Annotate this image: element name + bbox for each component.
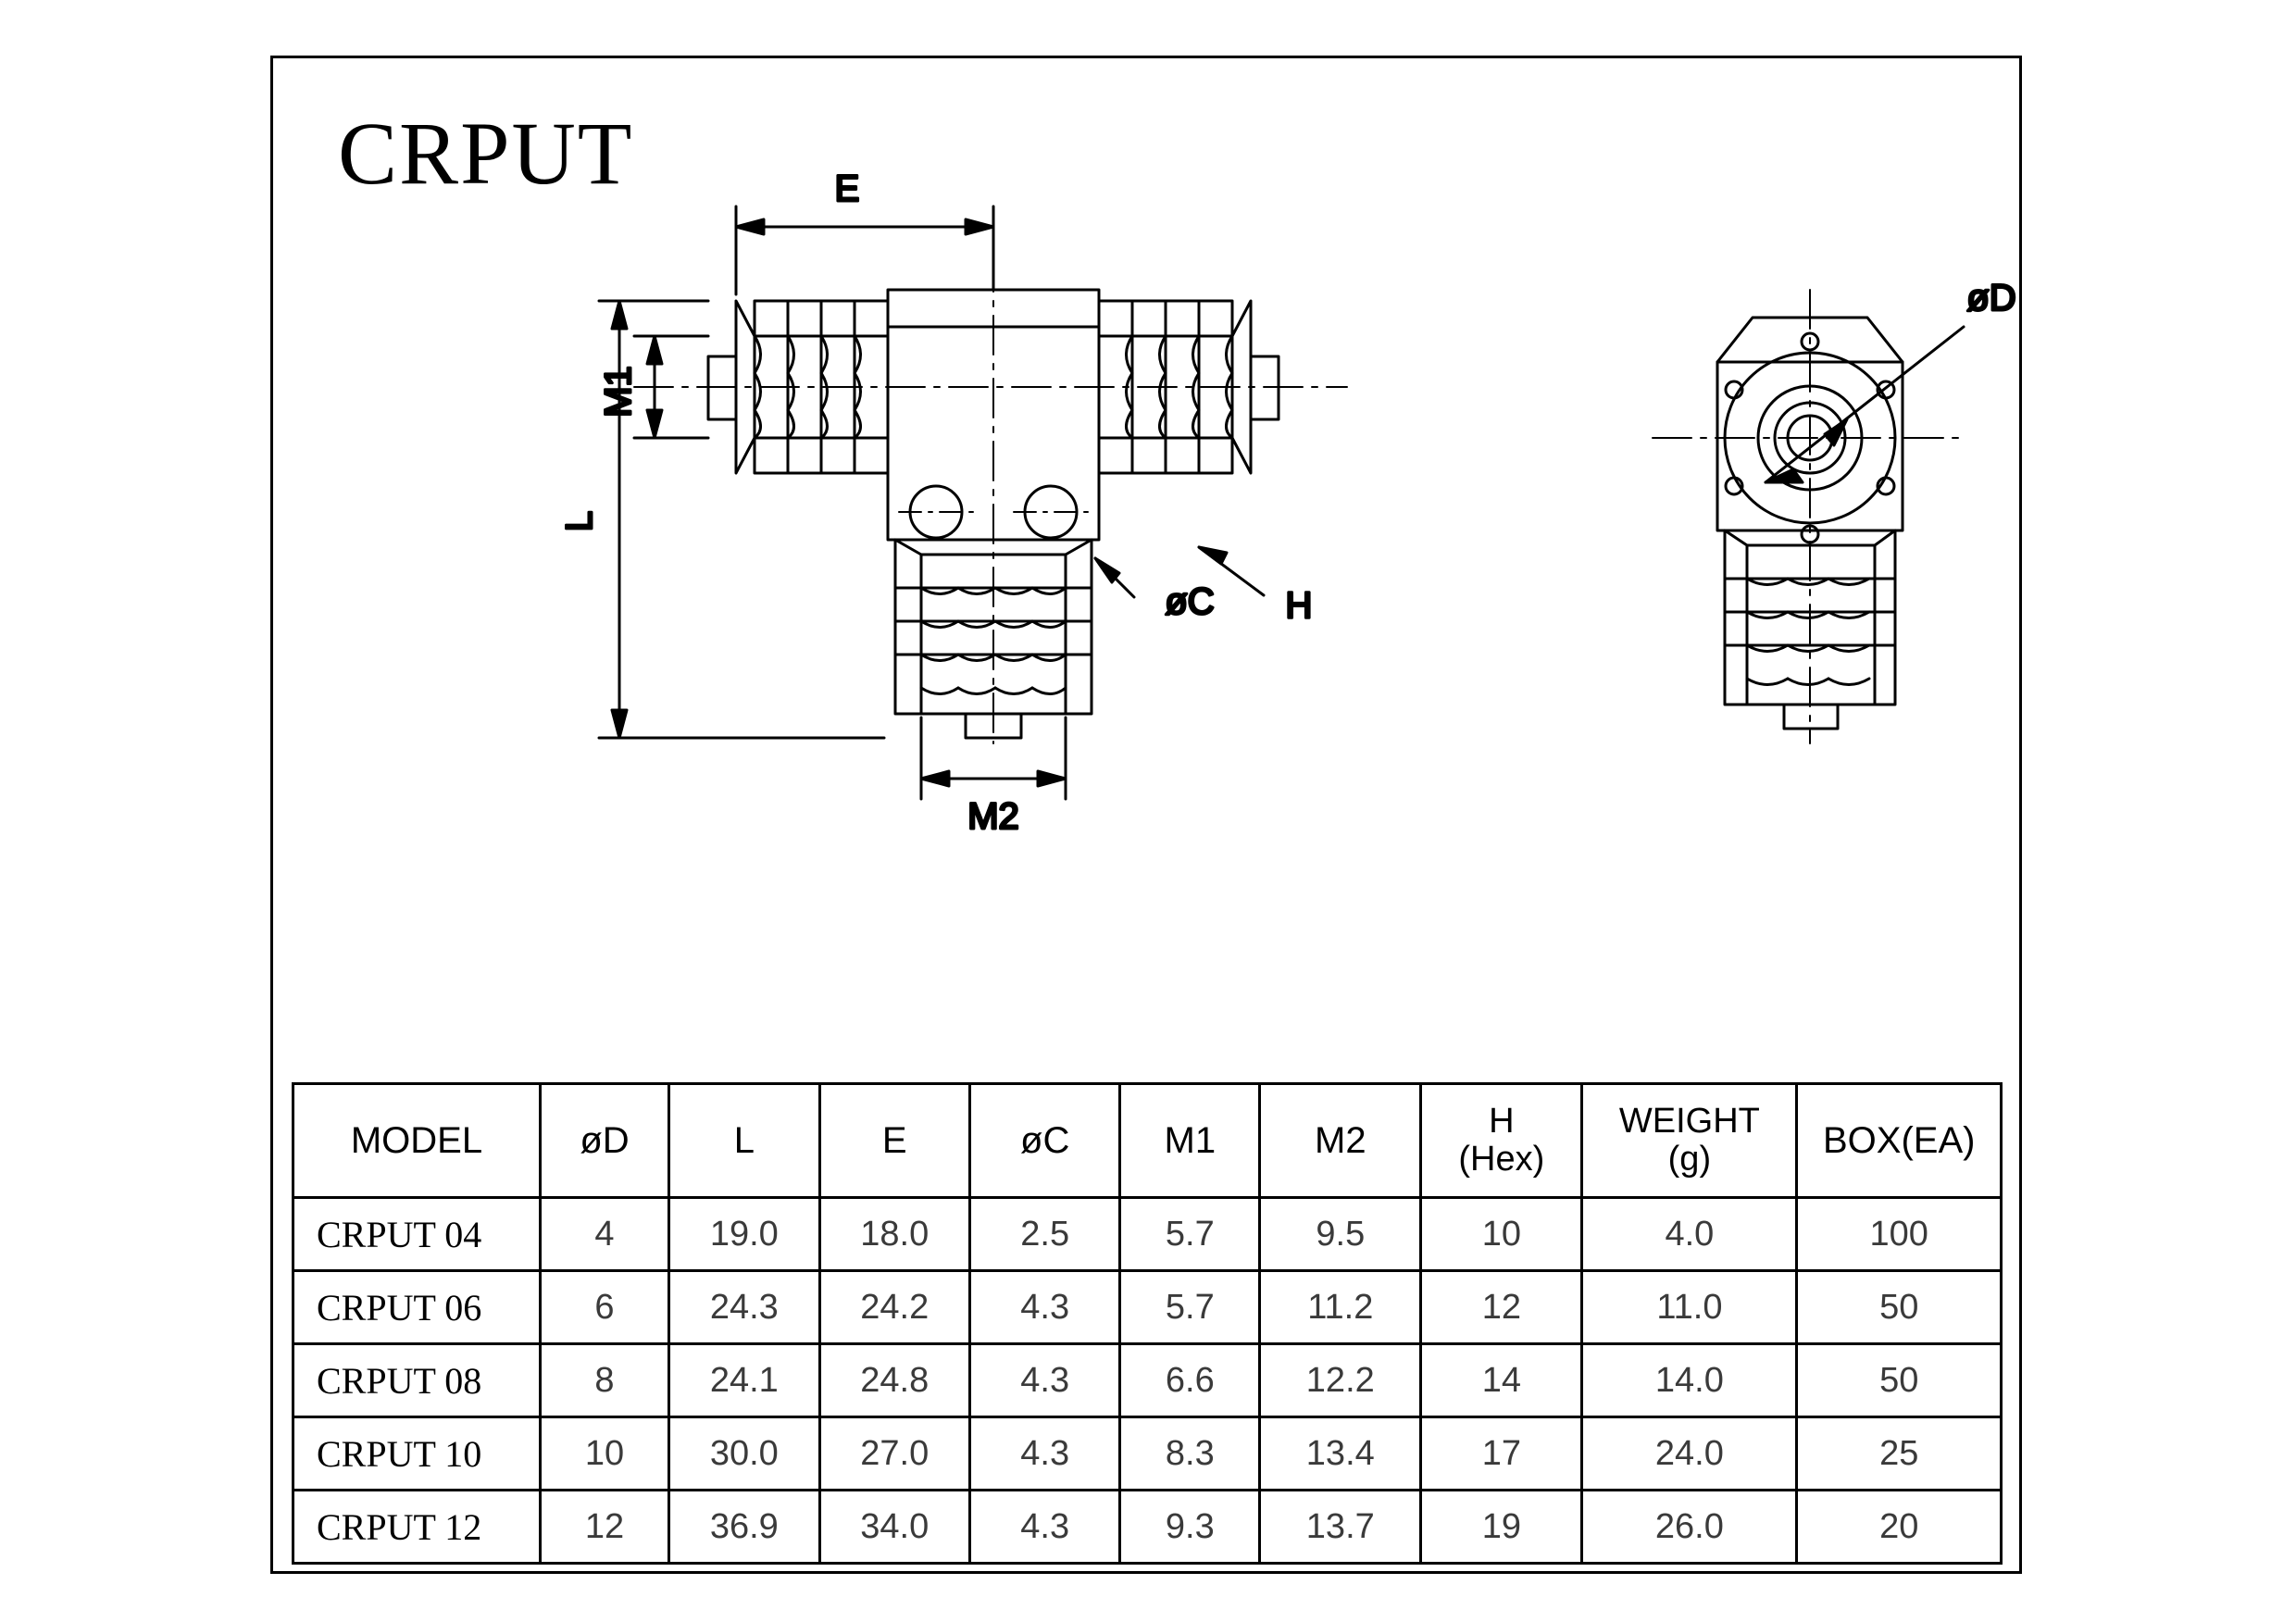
cell-h: 14 <box>1421 1344 1582 1417</box>
cell-h: 10 <box>1421 1198 1582 1271</box>
cell-m1: 5.7 <box>1120 1271 1260 1344</box>
table-row <box>293 1491 2002 1564</box>
column-header-h-line1: H <box>1489 1101 1515 1141</box>
cell-weight: 14.0 <box>1582 1344 1797 1417</box>
dimension-label-od: øD <box>1966 278 2016 318</box>
column-header-h <box>1421 1084 1582 1198</box>
table-row <box>293 1271 2002 1344</box>
cell-box: 20 <box>1797 1491 2002 1564</box>
cell-model: CRPUT 10 <box>293 1417 541 1491</box>
cell-m1: 5.7 <box>1120 1198 1260 1271</box>
dimension-label-l: L <box>559 510 600 532</box>
column-header-weight <box>1582 1084 1797 1198</box>
dimension-label-m1: M1 <box>598 366 639 418</box>
cell-m1: 8.3 <box>1120 1417 1260 1491</box>
cell-weight: 24.0 <box>1582 1417 1797 1491</box>
cell-e: 18.0 <box>819 1198 969 1271</box>
cell-m1: 9.3 <box>1120 1491 1260 1564</box>
cell-oc: 4.3 <box>969 1344 1119 1417</box>
cell-od: 12 <box>540 1491 668 1564</box>
cell-l: 19.0 <box>669 1198 819 1271</box>
page-title: CRPUT <box>338 104 634 203</box>
cell-oc: 4.3 <box>969 1491 1119 1564</box>
cell-weight: 11.0 <box>1582 1271 1797 1344</box>
cell-box: 50 <box>1797 1271 2002 1344</box>
cell-od: 8 <box>540 1344 668 1417</box>
spec-table <box>292 1082 2003 1565</box>
cell-e: 24.8 <box>819 1344 969 1417</box>
column-header-od: øD <box>540 1084 668 1198</box>
column-header-e: E <box>819 1084 969 1198</box>
column-header-oc: øC <box>969 1084 1119 1198</box>
dimension-label-h: H <box>1285 585 1313 626</box>
cell-weight: 26.0 <box>1582 1491 1797 1564</box>
dimension-e <box>736 206 993 294</box>
column-header-m2: M2 <box>1260 1084 1421 1198</box>
cell-m2: 13.4 <box>1260 1417 1421 1491</box>
cell-od: 4 <box>540 1198 668 1271</box>
column-header-l: L <box>669 1084 819 1198</box>
cell-h: 17 <box>1421 1417 1582 1491</box>
column-header-m1: M1 <box>1120 1084 1260 1198</box>
drawing-sheet <box>270 56 2022 1574</box>
cell-box: 25 <box>1797 1417 2002 1491</box>
column-header-h-line2: (Hex) <box>1458 1140 1545 1179</box>
technical-drawing <box>273 58 2025 1086</box>
cell-e: 24.2 <box>819 1271 969 1344</box>
cell-h: 19 <box>1421 1491 1582 1564</box>
cell-od: 10 <box>540 1417 668 1491</box>
cell-model: CRPUT 04 <box>293 1198 541 1271</box>
cell-m2: 9.5 <box>1260 1198 1421 1271</box>
cell-l: 24.3 <box>669 1271 819 1344</box>
dimension-label-oc: øC <box>1165 581 1215 622</box>
cell-h: 12 <box>1421 1271 1582 1344</box>
table-row <box>293 1344 2002 1417</box>
column-header-weight-line2: (g) <box>1667 1140 1712 1179</box>
cell-e: 34.0 <box>819 1491 969 1564</box>
cell-l: 24.1 <box>669 1344 819 1417</box>
table-row <box>293 1417 2002 1491</box>
cell-m2: 13.7 <box>1260 1491 1421 1564</box>
cell-od: 6 <box>540 1271 668 1344</box>
cell-e: 27.0 <box>819 1417 969 1491</box>
cell-model: CRPUT 06 <box>293 1271 541 1344</box>
cell-box: 100 <box>1797 1198 2002 1271</box>
cell-box: 50 <box>1797 1344 2002 1417</box>
cell-m1: 6.6 <box>1120 1344 1260 1417</box>
column-header-weight-line1: WEIGHT <box>1618 1101 1760 1141</box>
cell-model: CRPUT 08 <box>293 1344 541 1417</box>
column-header-model: MODEL <box>293 1084 541 1198</box>
cell-weight: 4.0 <box>1582 1198 1797 1271</box>
end-view-center-lines <box>1653 290 1967 743</box>
cell-oc: 4.3 <box>969 1417 1119 1491</box>
table-header-row <box>293 1084 2002 1198</box>
cell-l: 30.0 <box>669 1417 819 1491</box>
cell-m2: 12.2 <box>1260 1344 1421 1417</box>
cell-l: 36.9 <box>669 1491 819 1564</box>
dimension-l <box>599 301 884 738</box>
cell-oc: 4.3 <box>969 1271 1119 1344</box>
dimension-label-e: E <box>834 168 860 209</box>
leader-oc <box>1095 558 1134 597</box>
cell-m2: 11.2 <box>1260 1271 1421 1344</box>
cell-model: CRPUT 12 <box>293 1491 541 1564</box>
dimension-label-m2: M2 <box>967 796 1019 837</box>
table-row <box>293 1198 2002 1271</box>
column-header-box: BOX(EA) <box>1797 1084 2002 1198</box>
cell-oc: 2.5 <box>969 1198 1119 1271</box>
